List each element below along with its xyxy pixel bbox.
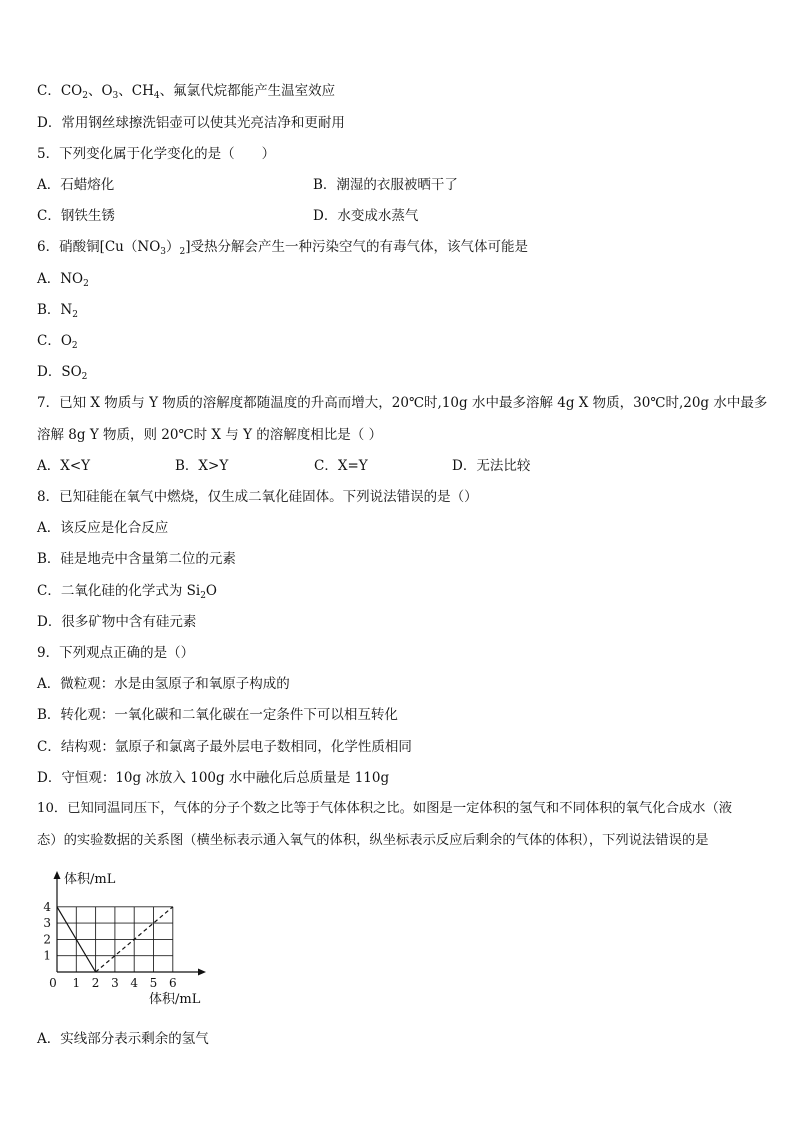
q10-stem-line1: 10．已知同温同压下，气体的分子个数之比等于气体体积之比。如图是一定体积的氢气和不同体积的氧气化合成水（液 bbox=[37, 801, 733, 816]
q7-stem-line1: 7．已知 X 物质与 Y 物质的溶解度都随温度的升高而增大，20℃时,10g 水中最多溶解 4g X 物质，30℃时,20g 水中最多 bbox=[37, 395, 768, 411]
q8-stem: 8．已知硅能在氧气中燃烧，仅生成二氧化硅固体。下列说法错误的是（） bbox=[37, 489, 478, 505]
q8-option-d: D．很多矿物中含有硅元素 bbox=[37, 614, 197, 630]
q9-stem: 9．下列观点正确的是（） bbox=[37, 645, 195, 661]
q6-option-a: A．$NO_2$ bbox=[37, 271, 89, 289]
q6-option-d: D．$SO_2$ bbox=[37, 364, 88, 382]
q5-option-c: C．钢铁生锈 bbox=[37, 208, 115, 224]
q8-option-a: A．该反应是化合反应 bbox=[37, 520, 169, 536]
q9-option-d: D．守恒观：10g 冰放入 100g 水中融化后总质量是 110g bbox=[37, 770, 390, 786]
q9-option-a: A．微粒观：水是由氢原子和氧原子构成的 bbox=[37, 676, 290, 692]
y-axis-label: 体积/mL bbox=[64, 872, 116, 887]
q5-option-a: A．石蜡熔化 bbox=[37, 177, 115, 193]
q6-stem: 6．硝酸铜$[Cu(NO_3)_2]$受热分解会产生一种污染空气的有毒气体，该气体可能是 bbox=[37, 239, 529, 257]
q10-stem-line2: 态）的实验数据的关系图（横坐标表示通入氧气的体积，纵坐标表示反应后剩余的气体的体积），下列说法错误的是 bbox=[37, 833, 709, 848]
q7-stem-line2: 溶解 8g Y 物质，则 20℃时 X 与 Y 的溶解度相比是（ ） bbox=[37, 427, 383, 443]
y-tick-label: 3 bbox=[43, 916, 51, 931]
q5-option-d: D．水变成水蒸气 bbox=[313, 208, 419, 224]
q5-option-b: B．潮湿的衣服被晒干了 bbox=[313, 177, 458, 193]
q7-option-c: C．X=Y bbox=[314, 458, 368, 474]
x-tick-label: 3 bbox=[111, 976, 119, 990]
y-tick-label: 4 bbox=[43, 899, 51, 914]
y-tick-label: 1 bbox=[43, 948, 51, 963]
volume-chart bbox=[28, 866, 228, 1016]
x-tick-label: 2 bbox=[91, 976, 100, 990]
q6-option-b: B．$N_2$ bbox=[37, 302, 78, 320]
q4-option-c: C．$CO_2$、$O_3$、$CH_4$、氟氯代烷都能产生温室效应 bbox=[37, 83, 336, 101]
x-tick-label: 1 bbox=[72, 976, 81, 990]
q8-option-b: B．硅是地壳中含量第二位的元素 bbox=[37, 551, 236, 567]
q8-option-c: C．二氧化硅的化学式为 $Si_2O$ bbox=[37, 583, 217, 601]
x-tick-label: 4 bbox=[130, 976, 139, 990]
x-tick-label: 5 bbox=[149, 976, 158, 990]
q7-option-b: B．X>Y bbox=[175, 458, 229, 474]
x-axis-arrow bbox=[198, 969, 206, 976]
y-axis-arrow bbox=[54, 871, 61, 879]
x-tick-labels bbox=[49, 976, 176, 990]
q4-option-d: D．常用钢丝球擦洗铝壶可以使其光亮洁净和更耐用 bbox=[37, 115, 345, 131]
q7-option-a: A．X<Y bbox=[37, 458, 91, 474]
q6-option-c: C．$O_2$ bbox=[37, 333, 78, 351]
x-axis-label: 体积/mL bbox=[149, 992, 201, 1007]
x-tick-label: 0 bbox=[49, 976, 57, 990]
chart-grid bbox=[57, 907, 173, 972]
y-tick-labels bbox=[43, 900, 51, 963]
q9-option-c: C．结构观：氩原子和氯离子最外层电子数相同，化学性质相同 bbox=[37, 739, 412, 755]
q9-option-b: B．转化观：一氧化碳和二氧化碳在一定条件下可以相互转化 bbox=[37, 707, 398, 723]
y-tick-label: 2 bbox=[43, 932, 51, 947]
x-tick-label: 6 bbox=[168, 976, 177, 990]
q10-option-a: A．实线部分表示剩余的氢气 bbox=[37, 1031, 209, 1047]
q7-option-d: D．无法比较 bbox=[452, 458, 531, 474]
q5-stem: 5．下列变化属于化学变化的是（ ） bbox=[37, 146, 276, 162]
